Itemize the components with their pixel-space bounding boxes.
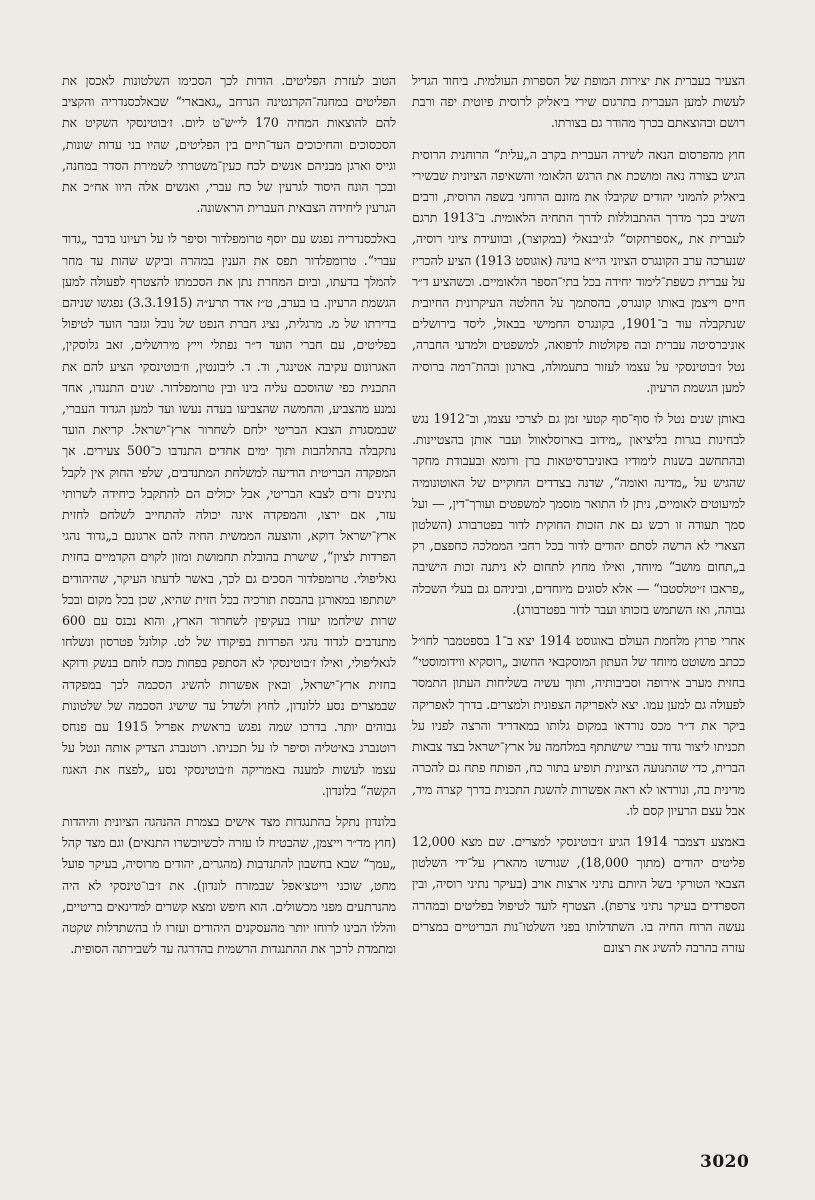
paragraph: הטוב לעזרת הפליטים. הודות לכך הסכימו השלטונות לאכסן את הפליטים במחנה־הקרנטינה הנרחב „גאבארי“ שבאלכסנדריה והקציב להם להוצאות המחיה 170 לי״ש־ט ליום. ז׳בוטינסקי השקיט את הסכסוכים והחיכוכים העד־תיים בין הפליטים, שהיו בני עדות שונות, וגייס וארגן מבניהם אנשים לכח כעין־משטרתי לשמירת הסדר במחנה, ובכך הונח היסוד לגרעין של כח עברי, ואנשים אלה היוו אח״כ את הגרעין ליחידה הצבאית העברית הראשונה. [62,73,396,216]
page-number: 3020 [700,1152,750,1172]
paragraph: חוץ מהפרסום הנאה לשירה העברית בקרב ה„עלית“ הרוחנית הרוסית הגיש בצורה נאה ומושכת את הרגש הלאומי והשאיפה הציונית שבשירי ביאליק להמוני יהודים שקיבלו את מזונם הרוחני בשפה הרוסית, ורבים השיב בכך מדרך ההתבוללות לדרך התחיה הלאומית. ב־1913 תרגם לעברית את „אספרתקוס“ לג׳יבנאלי (במקוצר), ובוועידת ציוני רוסיה, שנערכה ערב הקונגרס הציוני הי״א בוינה (אוגוסט 1913) הציע להכריז על עברית כשפת־לימוד יחידה בכל בתי־הספר הלאומיים. וכשהציע ד״ר חיים וייצמן באותו קונגרס, בהסתמך על החלטה העיקרונית החיובית שנתקבלה עוד ב־1901, בקונגרס החמישי בבאזל, ליסד בירושלים אוניברסיטה עברית ובה פקולטות לרפואה, למשפטים ולמדעי החברה, נטל ז׳בוטינסקי על עצמו לעזור בתעמולה, בארגון ובהת־רמה ברוסיה למען הגשמת הרעיון. [412,146,746,395]
paragraph: אחרי פרוץ מלחמת העולם באוגוסט 1914 יצא ב־1 בספטמבר לחו״ל ככתב משוטט מיוחד של העתון המוסקבאי החשוב „רוסקיא ווידומוסטי“ בחזית מערב אירופה וסביבותיה, ותוך עשיה בשליחות העתון התמסר לפעולה גם למען עמו. יצא לאפריקה הצפונית ולמצרים. בדרך לאפריקה ביקר את ד״ר מכס נורדאו במקום גלותו במאדריד והרצה לפניו על תכניתו ליצור גדוד עברי שישתתף במלחמה על ארץ־ישראל בצד צבאות הברית, כדי שהתנועה הציונית תופיע בתור כח, הפותח פתח גם להכרה מדינית בה, ונורדאו לא ראה אפשרות להשגת התכנית בדרך קצרה מיד, אבל עצם הרעיון קסם לו. [412,633,745,818]
paragraph: באותן שנים נטל לו סוף־סוף קטעי זמן גם לצרכי עצמו, וב־1912 נגש לבחינות בגרות בליציאון „מידוב בארוסלאוול ועבר אותן בהצטיינות. ובהתחשב בשנות לימודיו באוניברסיטאות ברן ורומא ובעבודת מחקר שהגיש על „מדינה ואומה“, שדנה בצדדים החוקיים של האוטונומיה למיעוטים לאומיים, ניתן לו התואר מוסמך למשפטים ועורך־דין, — ועל סמך תעודה זו רכש גם את הזכות החוקית לדור בפטרבורג (השלטון הצארי לא הרשה לסתם יהודים לדור בכל רחבי הממלכה כחפצם, רק ב„תחום מושב“ מיוחד, ואילו מחוץ לתחום לא ניתנה זכות הישיבה „פראבו ז׳יטלסטבו“ — אלא לסוגים מיוחדים, וביניהם גם בעלי השכלה גבוהה, ואז השתמש בזכותו ועבר לדור בפטרבורג). [412,411,745,617]
paragraph: באלכסנדריה נפגש עם יוסף טרומפלדור וסיפר לו על רעיונו בדבר „גדוד עברי“. טרומפלדור תפס את הענין במהרה וביקש שהות עד מחר להמלך בדעתו, וביום המחרת נתן את הסכמתו להצטרף לפעולה למען הגשמת הרעיון. בו בערב, ט״ז אדר תרע״ה (3.3.1915) נפגשו שניהם בדירתו של מ. מרגלית, נציג חברת הנפט של נובל וגזבר הועד לטיפול בפליטים, עם חברי הועד ד״ר נפתלי וייץ מירושלים, זאב גלוסקין, האגרונום עקיבה אטינגר, וד. ד. ליבונטין, וז׳בוטינסקי הציע להם את התכנית כפי שהוסכם עליה בינו ובין טרומפלדור. שנים התנגדו, אחד נמנע מהצביע, והחמשה שהצביעו בעדה נעשו ועד למען הגדוד העברי, שבמסגרת הצבא הבריטי ילחם לשחרור ארץ־ישראל. קריאת הועד נתקבלה בהתלהבות ותוך ימים אחדים התנדבו כ־500 צעירים. אך המפקדה הבריטית הודיעה למשלחת המתנדבים, שלפי החוק אין לקבל נתינים זרים לצבא הבריטי, אבל יכולים הם להתקבל כיחידה לשרותי עזר, אם ירצו, והמפקדה אינה יכולה להתחייב לשלחם לחזית ארץ־ישראל דוקא, והוצעה הממשית החיה להם ארגונם ב„גדוד נהגי הפרדות לציון“, שישרת בהובלת תחמושת ומזון לקוים הקדמיים בחזית גאליפולי. טרומפלדור הסכים גם לכך, באשר לדעתו העיקר, שהיהודים ישתתפו במאורגן בהבסת תורכיה בכל חזית שהיא, שכן בכל מקום ובכל שרות שילחמו יעזרו בעקיפין לשחרור הארץ, והוא נכנס עם 600 מתנדבים לגדוד נהגי הפרדות בפיקודו של לט. קולונל פטרסון ונשלחו לגאליפולי, ואילו ז׳בוטינסקי לא הסתפק בפחות מכח לוחם בנשק ודוקא בחזית ארץ־ישראל, ובאין אפשרות להשיג הסכמה לכך במפקדה שבמצרים נסע ללונדון, לחוץ ולשדל עד שישיג הסכמה של שלטונות גבוהים יותר. בדרכו שמה נפגש בראשית אפריל 1915 עם פנחס רוטנברג באיטליה וסיפר לו על תכניתו. רוטנברג הצדיק אותה ונטל על עצמו לעשות למענה באמריקה וז׳בוטינסקי נסע „לפצח את האגוז הקשה“ בלונדון. [62,231,396,798]
paragraph: בלונדון נתקל בהתנגדות מצד אישים בצמרת ההנהגה הציונית והיהדות (חוץ מד״ר וייצמן, שהבטיח לו עזרה לכשיוכשרו התנאים) וגם מצד קהל „עמך“ שבא בחשבון להתנדבות (מהגרים, יהודים מרוסיה, בעיקר פועל מחט, שוכני וייטצ׳אפל שבמזרח לונדון). את ז׳בו־טינסקי לא היה מהנרתעים מפני מכשולים. הוא חיפש ומצא קשרים למדינאים בריטיים, והללו הבינו לרוחו יותר מהעסקנים היהודים ועזרו לו בהשתדלות שקטה ומתמדת לרכך את ההתנגדות הרשמית בהדרגה עד לשבירתה הסופית. [62,813,396,957]
paragraph: באמצע דצמבר 1914 הגיע ז׳בוטינסקי למצרים. שם מצא 12,000 פליטים יהודים (מתוך 18,000), שגורשו מהארץ על־ידי השלטון הצבאי הטורקי בשל היותם נתיני ארצות אויב (בעיקר נתיני רוסיה, ובין הספרדים בעיקר נתיני צרפת). הצטרף לועד לטיפול בפליטים ובמהרה נעשה הרוח החיה בו. השתדלותו בפני השלטו־נות הבריטיים במצרים עזרה בהרבה להשיג את רצונם [412,833,746,955]
text-column-left [62,70,396,969]
text-column-right [412,70,745,968]
paragraph: הצעיר בעברית את יצירות המופת של הספרות העולמית. ביחוד הגדיל לעשות למען העברית בתרגום שירי ביאליק לרוסית פיוטית יפה ורבת רושם ובהוצאתם בכרך מהודר גם בצורתו. [412,73,745,131]
